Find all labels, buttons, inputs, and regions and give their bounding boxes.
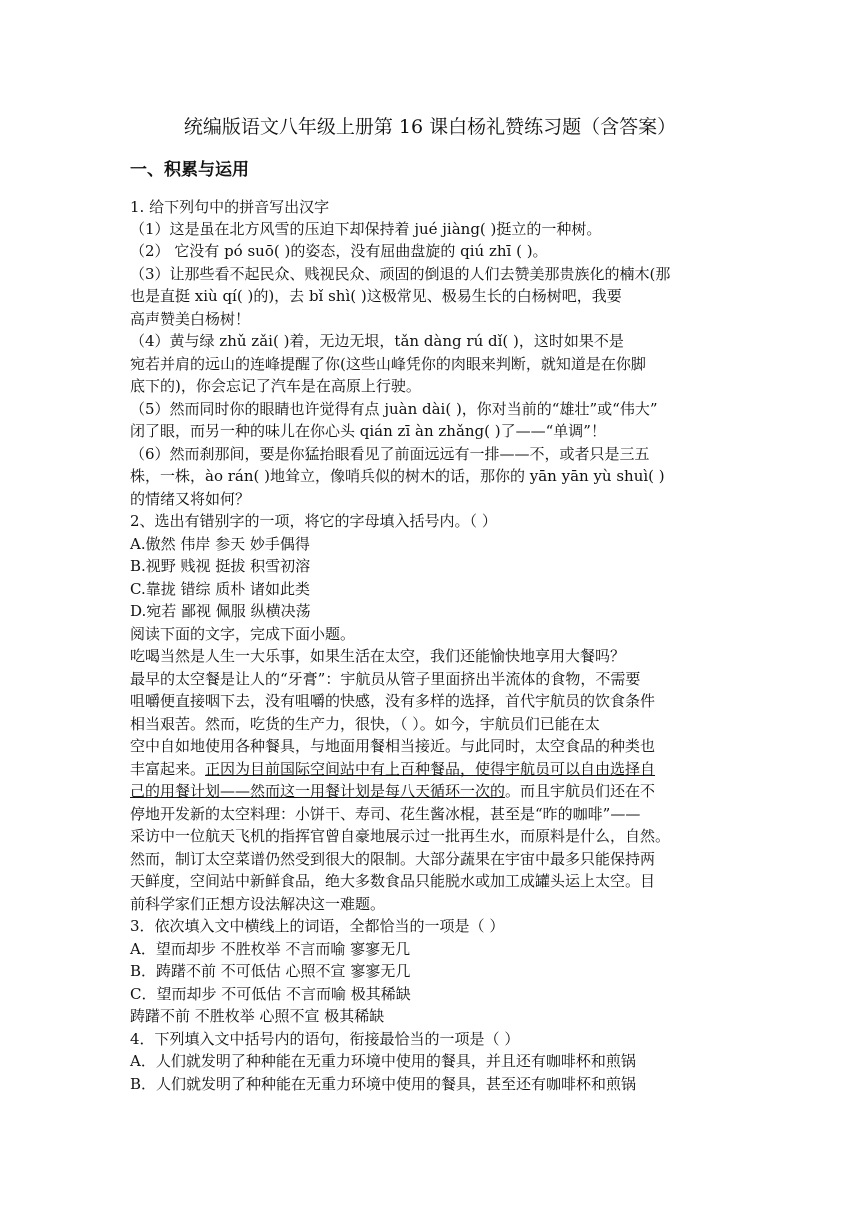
underlined-sentence: 己的用餐计划——然而这一用餐计划是每八天循环一次的	[130, 782, 506, 800]
question-3-option: C．望而却步 不可低估 不言而喻 极其稀缺	[130, 985, 411, 1003]
question-1-line: （3）让那些看不起民众、贱视民众、顽固的倒退的人们去赞美那贵族化的楠木(那	[130, 265, 671, 283]
passage-line: 前科学家们正想方设法解决这一难题。	[130, 895, 386, 913]
passage-line: 停地开发新的太空料理：小饼干、寿司、花生酱冰棍，甚至是“昨的咖啡”——	[130, 805, 641, 823]
question-1-line: （2） 它没有 pó suō( )的姿态，没有屈曲盘旋的 qiú zhī ( )。	[130, 242, 548, 260]
question-1-line: （5）然而同时你的眼睛也许觉得有点 juàn dài( )，你对当前的“雄壮”或“伟大”	[130, 400, 658, 418]
passage-text: 丰富起来。	[130, 760, 206, 778]
passage-line	[130, 759, 655, 780]
section-heading: 一、积累与运用	[130, 160, 249, 180]
question-1-line: （6）然而刹那间，要是你猛抬眼看见了前面远远有一排——不，或者只是三五	[130, 445, 650, 463]
question-3-option: A．望而却步 不胜枚举 不言而喻 寥寥无几	[130, 940, 411, 958]
passage-line: 咀嚼便直接咽下去，没有咀嚼的快感，没有多样的选择，首代宇航员的饮食条件	[130, 692, 656, 710]
question-3-option: B．踌躇不前 不可低估 心照不宣 寥寥无几	[130, 962, 411, 980]
question-3-stem: 3．依次填入文中横线上的词语，全都恰当的一项是（ ）	[130, 917, 505, 935]
question-1-line: （1）这是虽在北方风雪的压迫下却保持着 jué jiàng( )挺立的一种树。	[130, 220, 602, 238]
underlined-sentence: 正因为目前国际空间站中有上百种餐品，使得宇航员可以自由选择自	[205, 760, 656, 778]
question-1-line: 高声赞美白杨树！	[130, 310, 251, 328]
question-4-option: B．人们就发明了种种能在无重力环境中使用的餐具，甚至还有咖啡杯和煎锅	[130, 1075, 637, 1093]
passage-line: 最早的太空餐是让人的“牙膏”：宇航员从管子里面挤出半流体的食物，不需要	[130, 670, 641, 688]
question-1-line: 底下的)，你会忘记了汽车是在高原上行驶。	[130, 377, 421, 395]
passage-text: 。而且宇航员们还在不	[505, 782, 656, 800]
question-1-stem: 1. 给下列句中的拼音写出汉字	[130, 198, 330, 216]
question-2-option: A.傲然 伟岸 参天 妙手偶得	[130, 535, 310, 553]
question-1-line: 闭了眼，而另一种的味儿在你心头 qián zī àn zhǎng( )了——“单调”！	[130, 422, 606, 440]
question-4-option: A．人们就发明了种种能在无重力环境中使用的餐具，并且还有咖啡杯和煎锅	[130, 1052, 636, 1070]
passage-line: 然而，制订太空菜谱仍然受到很大的限制。大部分蔬果在宇宙中最多只能保持两	[130, 850, 656, 868]
passage-line: 天鲜度，空间站中新鲜食品，绝大多数食品只能脱水或加工成罐头运上太空。目	[130, 872, 656, 890]
question-1-line: 株，一株，ào rán( )地耸立，像哨兵似的树木的话，那你的 yān yān yù shuì( )	[130, 467, 665, 485]
document-title: 统编版语文八年级上册第 16 课白杨礼赞练习题（含答案）	[183, 116, 677, 138]
reading-instruction: 阅读下面的文字，完成下面小题。	[130, 625, 356, 643]
passage-line: 吃喝当然是人生一大乐事，如果生活在太空，我们还能愉快地享用大餐吗？	[130, 647, 626, 665]
question-4-stem: 4．下列填入文中括号内的语句，衔接最恰当的一项是（ ）	[130, 1030, 520, 1048]
passage-line: 相当艰苦。然而，吃货的生产力，很快，（ ）。如今，宇航员们已能在太	[130, 715, 600, 733]
question-1-line: 的情绪又将如何？	[130, 490, 251, 508]
question-2-option: D.宛若 鄙视 佩服 纵横决荡	[130, 602, 311, 620]
question-3-option: 踌躇不前 不胜枚举 心照不宣 极其稀缺	[130, 1007, 385, 1025]
question-1-line: （4）黄与绿 zhǔ zǎi( )着，无边无垠，tǎn dàng rú dǐ( )，这时如果不是	[130, 332, 624, 350]
passage-line: 采访中一位航天飞机的指挥官曾自豪地展示过一批再生水，而原料是什么，自然。	[130, 827, 671, 845]
question-1-line: 也是直挺 xiù qí( )的)，去 bǐ shì( )这极常见、极易生长的白杨树吧，我要	[130, 287, 622, 305]
question-2-option: B.视野 贱视 挺拔 积雪初溶	[130, 557, 311, 575]
passage-line: 空中自如地使用各种餐具，与地面用餐相当接近。与此同时，太空食品的种类也	[130, 737, 656, 755]
question-2-option: C.靠拢 错综 质朴 诸如此类	[130, 580, 311, 598]
question-1-line: 宛若并肩的远山的连峰提醒了你(这些山峰凭你的肉眼来判断，就知道是在你脚	[130, 355, 646, 373]
question-2-stem: 2、选出有错别字的一项，将它的字母填入括号内。（ ）	[130, 512, 497, 530]
passage-line	[130, 781, 655, 802]
